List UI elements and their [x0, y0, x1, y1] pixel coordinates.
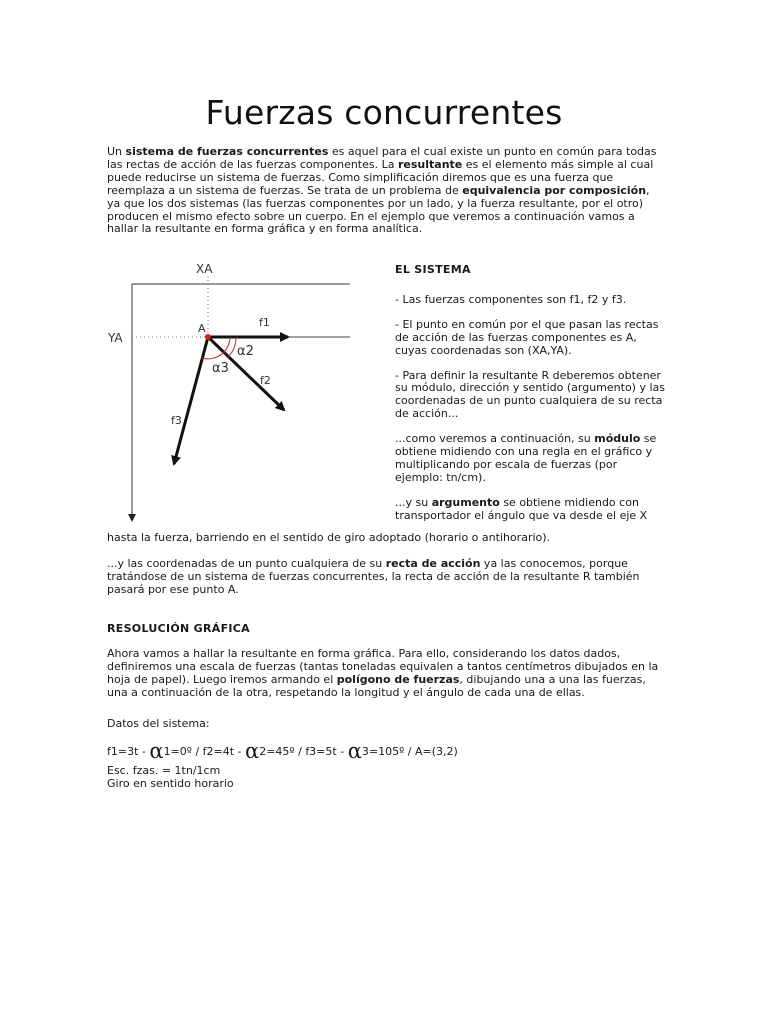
- alpha-symbol: α: [149, 739, 164, 763]
- intro-paragraph: Un sistema de fuerzas concurrentes es aquel para el cual existe un punto en común para todas las rectas de acción de las fuerzas componentes. La resultante es el elemento más simple al cual puede reducirse un sistema de fuerzas. Como simplificación diremos que es una fuerza que reemplaza a un sistema de fuerzas. Se trata de un problema de equivalencia por composición, ya que los dos sistemas (las fuerzas componentes por un lado, y la fuerza resultante, por el otro) producen el mismo efecto sobre un cuerpo. En el ejemplo que veremos a continuación vamos a hallar la resultante en forma gráfica y en forma analítica.: [107, 145, 657, 236]
- sistema-p5: ...y su argumento se obtiene midiendo con transportador el ángulo que va desde el eje X: [395, 495, 648, 522]
- datos-values: f1=3t - α1=0º / f2=4t - α2=45º / f3=5t - α3=105º / A=(3,2): [107, 739, 458, 763]
- sistema-p4: ...como veremos a continuación, su módulo se obtiene midiendo con una regla en el gráfico y multiplicando por escala de fuerzas (por ejemplo: tn/cm).: [395, 432, 657, 484]
- force-f3: [174, 337, 208, 464]
- alpha2-arc: [228, 337, 236, 357]
- alpha-symbol: α: [245, 739, 260, 763]
- sistema-p3: - Para definir la resultante R deberemos obtener su módulo, dirección y sentido (argumento) y las coordenadas de un punto cualquiera de su recta de acción...: [395, 368, 666, 421]
- p5-continuation: hasta la fuerza, barriendo en el sentido de giro adoptado (horario o antihorario).: [107, 531, 551, 544]
- label-ya: YA: [108, 331, 123, 345]
- datos-escala: Esc. fzas. = 1tn/1cm: [107, 764, 221, 777]
- label-alpha3: α3: [212, 361, 229, 376]
- force-diagram: [100, 258, 370, 528]
- label-a: A: [198, 322, 206, 335]
- datos-giro: Giro en sentido horario: [107, 777, 234, 790]
- sistema-p1: - Las fuerzas componentes son f1, f2 y f3.: [395, 292, 627, 306]
- sistema-heading: EL SISTEMA: [395, 263, 471, 276]
- page-title: Fuerzas concurrentes: [205, 93, 563, 132]
- sistema-column: [395, 264, 665, 523]
- resolucion-paragraph: Ahora vamos a hallar la resultante en forma gráfica. Para ello, considerando los datos dados, definiremos una escala de fuerzas (tantas toneladas equivalen a tantos centímetros dibujados en la hoja de papel). Luego iremos armando el polígono de fuerzas, dibujando una a una las fuerzas, una a continuación de la otra, respetando la longitud y el ángulo de cada una de ellas.: [107, 647, 659, 699]
- label-alpha2: α2: [237, 344, 254, 359]
- datos-label: Datos del sistema:: [107, 717, 210, 730]
- label-xa: XA: [196, 262, 213, 276]
- recta-paragraph: ...y las coordenadas de un punto cualquiera de su recta de acción ya las conocemos, porque tratándose de un sistema de fuerzas concurrentes, la recta de acción de la resultante R también pasará por ese punto A.: [107, 557, 640, 596]
- label-f3: f3: [171, 414, 182, 427]
- sistema-p2: - El punto en común por el que pasan las rectas de acción de las fuerzas componentes es A, cuyas coordenadas son (XA,YA).: [395, 317, 659, 357]
- point-a: [205, 334, 211, 340]
- resolucion-heading: RESOLUCIÓN GRÁFICA: [107, 622, 250, 635]
- label-f1: f1: [259, 316, 270, 329]
- alpha-symbol: α: [347, 739, 362, 763]
- label-f2: f2: [260, 374, 271, 387]
